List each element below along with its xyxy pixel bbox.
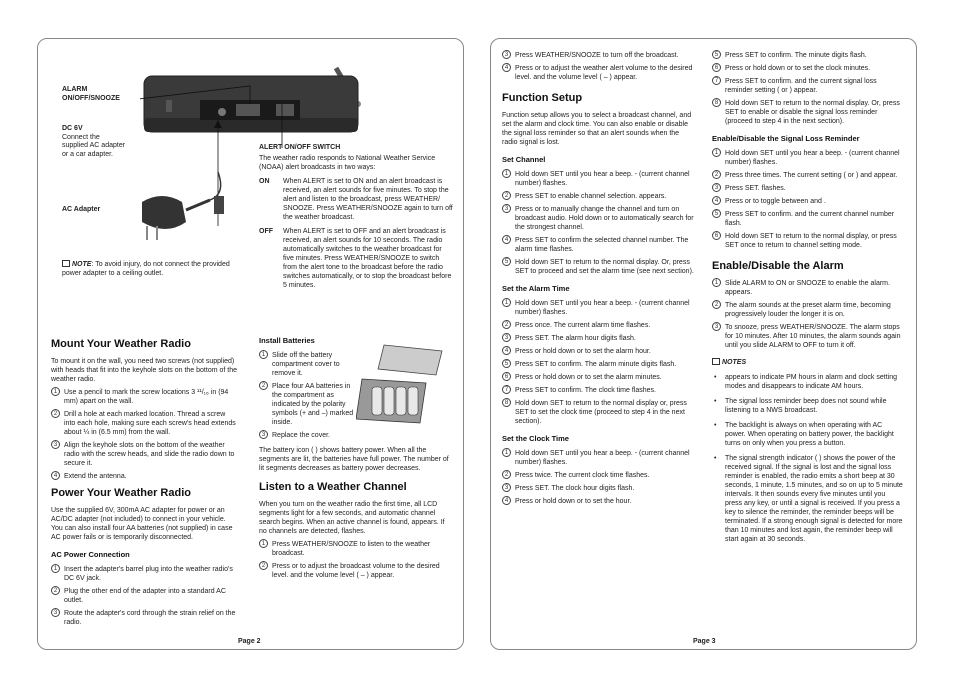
list-item: • The backlight is always on when operating with AC power. When operating on battery power, the backlight turns on only when you press a button. — [712, 421, 904, 448]
left-column — [51, 336, 238, 631]
list-item: 2 Drill a hole at each marked location. Thread a screw into each hole, making sure each screw's head extends about ¼ in (6.5 mm) from the wall. — [51, 410, 238, 437]
battery-compartment-illustration — [356, 343, 448, 425]
set-channel-heading: Set Channel — [502, 155, 546, 164]
listen-steps — [259, 540, 454, 580]
listen-heading: Listen to a Weather Channel — [259, 481, 407, 493]
list-item: 1 Hold down SET until you hear a beep. - (current channel number) flashes. — [502, 299, 694, 317]
list-item: 1 Hold down SET until you hear a beep. - (current channel number) flashes. — [712, 149, 904, 167]
list-item: 3 Replace the cover. — [259, 431, 359, 440]
mount-intro: To mount it on the wall, you need two screws (not supplied) with heads that fit into the keyhole slots on the bottom of the weather radio. — [51, 358, 238, 383]
list-item: 4 Press SET to confirm the selected channel number. The alarm time flashes. — [502, 236, 694, 254]
list-item: 7 Press SET to confirm. The clock time flashes. — [502, 386, 694, 395]
list-item: 1 Slide off the battery compartment cover to remove it. — [259, 351, 359, 378]
list-item: 1 Hold down SET until you hear a beep. - (current channel number) flashes. — [502, 449, 694, 467]
adapter-note: NOTE: To avoid injury, do not connect the provided power adapter to a ceiling outlet. — [62, 261, 230, 277]
list-item: 6 Press or hold down or to set the clock minutes. — [712, 64, 904, 73]
alert-switch-section — [259, 143, 454, 295]
list-item: 3 Align the keyhole slots on the bottom of the weather radio with the screw heads, and slide the radio down to secure it. — [51, 441, 238, 468]
list-item: 4 Press or hold down or to set the alarm hour. — [502, 347, 694, 356]
list-item: 2 Press twice. The current clock time flashes. — [502, 471, 694, 480]
list-item: 5 Press SET to confirm. and the current channel number flash. — [712, 210, 904, 228]
alarm-time-steps — [502, 299, 694, 426]
list-item: 1 Slide ALARM to ON or SNOOZE to enable the alarm. appears. — [712, 279, 904, 297]
list-item: • The signal loss reminder beep does not sound while listening to a NWS broadcast. — [712, 397, 904, 415]
continued-steps — [502, 51, 694, 82]
ac-heading: AC Power Connection — [51, 550, 130, 559]
dc-label: DC 6V Connect the supplied AC adapter or a car adapter. — [62, 125, 126, 158]
power-heading: Power Your Weather Radio — [51, 487, 191, 499]
list-item: 3 Press or to manually change the channel and turn on broadcast audio. Hold down or to automatically search for the strongest channel. — [502, 205, 694, 232]
list-item: 1 Hold down SET until you hear a beep. - (current channel number) flashes. — [502, 170, 694, 188]
list-item: 1 Press WEATHER/SNOOZE to listen to the weather broadcast. — [259, 540, 454, 558]
alarm-switch — [236, 104, 260, 116]
list-item: 2 Place four AA batteries in the compartment as indicated by the polarity symbols (+ and –) marked inside. — [259, 382, 359, 427]
batteries-heading: Install Batteries — [259, 336, 315, 345]
reminder-steps — [712, 149, 904, 250]
list-item: 5 Press SET to confirm. The minute digits flash. — [712, 51, 904, 60]
list-item: 1 Insert the adapter's barrel plug into the weather radio's DC 6V jack. — [51, 565, 238, 583]
right-column-2 — [712, 51, 904, 550]
reminder-heading: Enable/Disable the Signal Loss Reminder — [712, 134, 860, 143]
list-item: 2 Press or to adjust the broadcast volume to the desired level. and the volume level ( – ) appear. — [259, 562, 454, 580]
notes-label: NOTES — [712, 358, 904, 367]
list-item: 2 Press SET to enable channel selection. appears. — [502, 192, 694, 201]
dc-jack — [218, 108, 226, 116]
clock-cont-steps — [712, 51, 904, 126]
list-item: 4 Press or hold down or to set the hour. — [502, 497, 694, 506]
alert-heading: ALERT ON/OFF SWITCH — [259, 144, 341, 151]
set-alarm-heading: Set the Alarm Time — [502, 284, 570, 293]
note-icon — [62, 260, 70, 267]
mount-heading: Mount Your Weather Radio — [51, 338, 191, 350]
list-item: 3 Press WEATHER/SNOOZE to turn off the broadcast. — [502, 51, 694, 60]
battery-icon-text: The battery icon ( ) shows battery power. When all the segments are lit, the batteries have full power. The number of lit segments decreases as battery power decreases. — [259, 447, 449, 472]
list-item: 7 Press SET to confirm. and the current signal loss reminder setting ( or ) appear. — [712, 77, 904, 95]
notes-list — [712, 373, 904, 544]
list-item: 2 The alarm sounds at the preset alarm time, becoming progressively louder the longer it is on. — [712, 301, 904, 319]
list-item: 1 Use a pencil to mark the screw locations 3 ¹¹/₁₆ in (94 mm) apart on the wall. — [51, 388, 238, 406]
list-item: 3 Route the adapter's cord through the strain relief on the radio. — [51, 609, 238, 627]
list-item: • appears to indicate PM hours in alarm and clock setting modes and disappears to indicate AM hours. — [712, 373, 904, 391]
list-item: 6 Press or hold down or to set the alarm minutes. — [502, 373, 694, 382]
clock-time-steps — [502, 449, 694, 506]
right-column-1 — [502, 51, 694, 510]
list-item: 2 Plug the other end of the adapter into a standard AC outlet. — [51, 587, 238, 605]
list-item: 3 Press SET. The clock hour digits flash. — [502, 484, 694, 493]
mount-steps — [51, 388, 238, 481]
list-item: 2 Press three times. The current setting ( or ) and appear. — [712, 171, 904, 180]
list-item: 8 Hold down SET to return to the normal display or, press SET to set the clock time (proceed to step 4 in the next section). — [502, 399, 694, 426]
alert-intro: The weather radio responds to National Weather Service (NOAA) alert broadcasts in two ways: — [259, 155, 436, 171]
ac-steps — [51, 565, 238, 627]
list-item: 5 Hold down SET to return to the normal display. Or, press SET to proceed and set the alarm time (see next section). — [502, 258, 694, 276]
function-heading: Function Setup — [502, 92, 583, 104]
channel-steps — [502, 170, 694, 276]
adapter-label: AC Adapter — [62, 206, 101, 213]
battery-steps — [259, 351, 359, 440]
list-item: 2 Press once. The current alarm time flashes. — [502, 321, 694, 330]
alert-off-def: OFF When ALERT is set to OFF and an alert broadcast is received, an alert sounds for 10 seconds. The radio automatically switches to the weather broadcast for five minutes. Press WEATHER/SNOOZE to switch from the alert tone to the broadcast before the radio switches automatically, or to stop the broadcast before 5 minutes. — [259, 228, 452, 289]
list-item: 4 Press or to toggle between and . — [712, 197, 904, 206]
page-number-left: Page 2 — [238, 638, 261, 645]
alert-switch — [276, 104, 294, 116]
enable-alarm-heading: Enable/Disable the Alarm — [712, 260, 844, 272]
function-intro: Function setup allows you to select a broadcast channel, and set the alarm and clock time. You can also enable or disable the signal loss reminder so that an alert sounds when the radio signal is lost. — [502, 112, 692, 146]
page-number-right: Page 3 — [693, 638, 716, 645]
list-item: 3 To snooze, press WEATHER/SNOOZE. The alarm stops for 10 minutes. After 10 minutes, the alarm sounds again until you slide ALARM to OFF to turn it off. — [712, 323, 904, 350]
list-item: 4 Extend the antenna. — [51, 472, 238, 481]
alert-on-def: ON When ALERT is set to ON and an alert broadcast is received, an alert sounds for five minutes. To stop the alert and listen to the broadcast, press WEATHER/ SNOOZE. Press WEATHER/SNOOZE again to turn off the weather broadcast. — [259, 178, 453, 221]
note-icon — [712, 358, 720, 365]
list-item: 3 Press SET. The alarm hour digits flash. — [502, 334, 694, 343]
list-item: • The signal strength indicator ( ) shows the power of the received signal. If the signal is lost and the signal loss reminder is enabled, the radio emits a short beep at 30 seconds, 1 minute, 1.5 minutes, and so on up to 5 minute intervals. It then sounds every five minutes until you press any key, or until a signal is received. If you press a key to silence the reminder, the reminder beeps will be terminated. If a strong enough signal is detected for more than 10 minutes and lost again, the reminder beep will start again at 30 seconds. — [712, 454, 904, 544]
list-item: 4 Press or to adjust the weather alert volume to the desired level. and the volume level ( – ) appear. — [502, 64, 694, 82]
alarm-label: ALARM ON/OFF/SNOOZE — [62, 86, 120, 102]
list-item: 6 Hold down SET to return to the normal display, or press SET once to return to channel setting mode. — [712, 232, 904, 250]
set-clock-heading: Set the Clock Time — [502, 434, 569, 443]
list-item: 5 Press SET to confirm. The alarm minute digits flash. — [502, 360, 694, 369]
list-item: 8 Hold down SET to return to the normal display. Or, press SET to enable or disable the signal loss reminder (proceed to step 4 in the next section). — [712, 99, 904, 126]
list-item: 3 Press SET. flashes. — [712, 184, 904, 193]
power-intro: Use the supplied 6V, 300mA AC adapter for power or an AC/DC adapter (not included) to connect in your vehicle. You can also install four AA batteries (not supplied) in case AC power fails or is temporarily disconnected. — [51, 507, 233, 541]
listen-intro: When you turn on the weather radio the first time, all LCD segments light for a few seconds, and automatic channel search begins. When an active channel is found, appears. If no channels are detected, flashes. — [259, 501, 445, 535]
enable-alarm-steps — [712, 279, 904, 350]
